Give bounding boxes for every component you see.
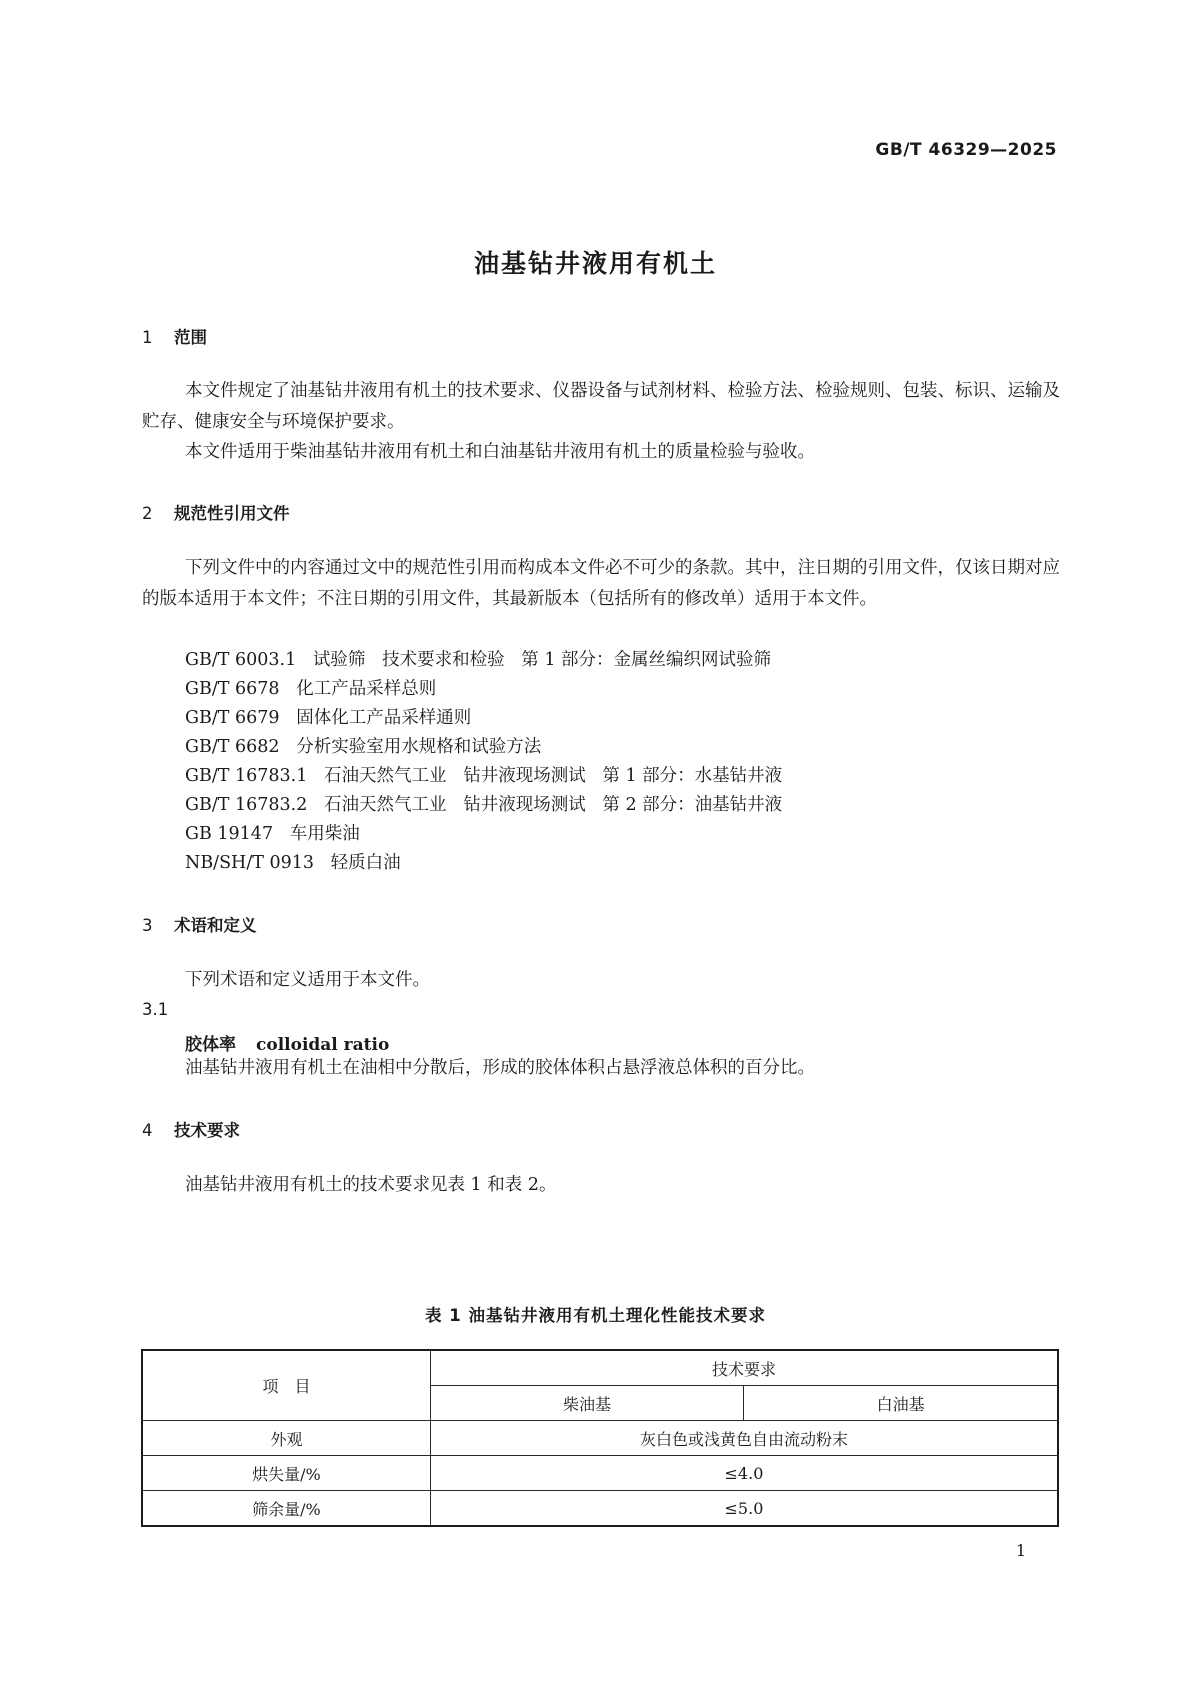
reference-item: GB/T 6003.1 试验筛 技术要求和检验 第 1 部分：金属丝编织网试验筛	[185, 650, 772, 670]
reference-item: GB/T 6679 固体化工产品采样通则	[185, 708, 472, 728]
reference-item: GB/T 6682 分析实验室用水规格和试验方法	[185, 737, 542, 757]
reference-item: GB/T 16783.1 石油天然气工业 钻井液现场测试 第 1 部分：水基钻井液	[185, 766, 783, 786]
row-value: 灰白色或浅黄色自由流动粉末	[430, 1421, 1058, 1456]
section-1-paragraph-1: 本文件规定了油基钻井液用有机土的技术要求、仪器设备与试剂材料、检验方法、检验规则、包装、标识、运输及贮存、健康安全与环境保护要求。	[142, 381, 1060, 432]
term-chinese: 胶体率	[185, 1035, 236, 1055]
section-2-paragraph: 下列文件中的内容通过文中的规范性引用而构成本文件必不可少的条款。其中，注日期的引用文件，仅该日期对应的版本适用于本文件；不注日期的引用文件，其最新版本（包括所有的修改单）适用于本文件。	[142, 558, 1060, 609]
row-item: 筛余量/%	[142, 1491, 430, 1527]
reference-item: NB/SH/T 0913 轻质白油	[185, 853, 401, 873]
section-title: 规范性引用文件	[174, 504, 290, 523]
section-title: 术语和定义	[174, 916, 257, 935]
row-value: ≤5.0	[430, 1491, 1058, 1527]
table-row	[142, 1421, 1058, 1456]
section-number: 4	[142, 1121, 153, 1140]
header-requirement: 技术要求	[430, 1350, 1058, 1386]
section-number: 3	[142, 916, 153, 935]
section-3-heading	[142, 912, 257, 936]
table-caption: 表 1 油基钻井液用有机土理化性能技术要求	[425, 1306, 766, 1325]
term-number: 3.1	[142, 1000, 169, 1019]
document-title: 油基钻井液用有机土	[473, 249, 717, 278]
section-title: 范围	[174, 328, 207, 347]
term-definition: 油基钻井液用有机土在油相中分散后，形成的胶体体积占悬浮液总体积的百分比。	[185, 1058, 815, 1078]
section-number: 2	[142, 504, 153, 523]
table-row	[142, 1491, 1058, 1527]
section-title: 技术要求	[174, 1121, 240, 1140]
section-number: 1	[142, 328, 153, 347]
header-diesel-base: 柴油基	[430, 1386, 743, 1421]
section-1-paragraph-2: 本文件适用于柴油基钻井液用有机土和白油基钻井液用有机土的质量检验与验收。	[185, 442, 815, 462]
term-english: colloidal ratio	[256, 1035, 390, 1055]
page-number: 1	[1015, 1541, 1026, 1560]
standard-number: GB/T 46329—2025	[875, 140, 1057, 160]
header-white-oil-base: 白油基	[744, 1386, 1058, 1421]
section-3-paragraph: 下列术语和定义适用于本文件。	[185, 970, 430, 990]
reference-item: GB 19147 车用柴油	[185, 824, 360, 844]
header-item: 项 目	[142, 1350, 430, 1421]
row-item: 烘失量/%	[142, 1456, 430, 1491]
section-4-paragraph: 油基钻井液用有机土的技术要求见表 1 和表 2。	[185, 1175, 557, 1195]
requirements-table	[141, 1349, 1059, 1527]
term-entry	[185, 1030, 389, 1055]
table-row	[142, 1456, 1058, 1491]
section-2-heading	[142, 500, 290, 524]
row-item: 外观	[142, 1421, 430, 1456]
reference-item: GB/T 16783.2 石油天然气工业 钻井液现场测试 第 2 部分：油基钻井液	[185, 795, 783, 815]
table-header-row	[142, 1350, 1058, 1386]
section-1-heading	[142, 324, 207, 348]
row-value: ≤4.0	[430, 1456, 1058, 1491]
section-4-heading	[142, 1117, 240, 1141]
reference-item: GB/T 6678 化工产品采样总则	[185, 679, 437, 699]
